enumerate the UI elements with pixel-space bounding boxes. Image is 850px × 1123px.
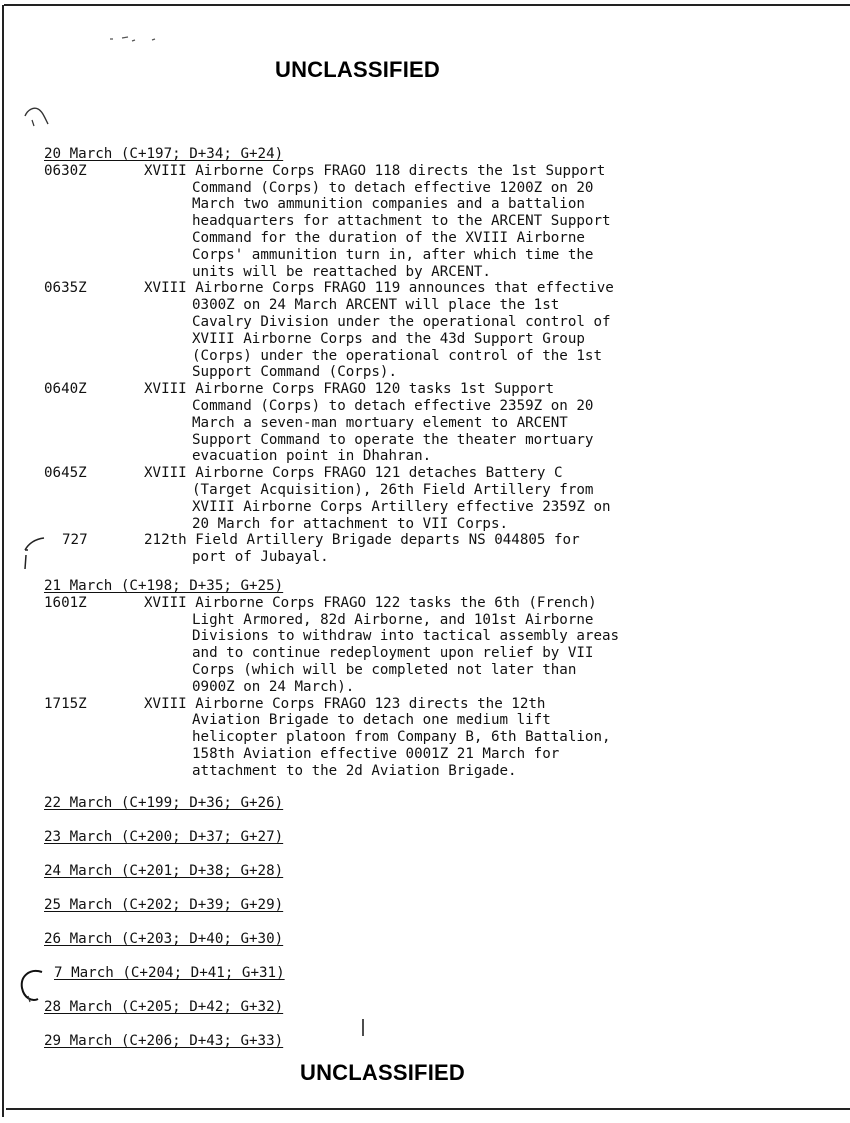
entry-line: Divisions to withdraw into tactical assembly areas xyxy=(192,628,620,645)
day-block-20-march xyxy=(44,146,834,566)
log-entry xyxy=(44,280,834,381)
empty-day-list xyxy=(44,795,834,1067)
entry-line: XVIII Airborne Corps FRAGO 123 directs the 12th xyxy=(144,695,546,712)
page-border-top xyxy=(4,4,850,6)
entry-line: March a seven-man mortuary element to ARCENT xyxy=(192,414,568,431)
entry-time: 0635Z xyxy=(44,280,87,297)
log-entry xyxy=(44,465,834,532)
entry-line: 20 March for attachment to VII Corps. xyxy=(192,515,509,532)
scan-speck-mark xyxy=(108,30,168,46)
log-entry xyxy=(44,381,834,465)
pen-scribble-mark xyxy=(22,100,52,136)
entry-line: (Corps) under the operational control of the 1st xyxy=(192,347,602,364)
entry-line: March two ammunition companies and a battalion xyxy=(192,196,585,213)
day-heading: 20 March (C+197; D+34; G+24) xyxy=(44,146,284,162)
day-heading: 29 March (C+206; D+43; G+33) xyxy=(44,1033,284,1050)
day-block-21-march xyxy=(44,578,834,780)
chronology-body xyxy=(44,146,834,1067)
entry-line: XVIII Airborne Corps FRAGO 118 directs the 1st Support xyxy=(144,162,606,179)
day-heading: 28 March (C+205; D+42; G+32) xyxy=(44,999,284,1016)
log-entry xyxy=(44,532,834,566)
day-heading: 22 March (C+199; D+36; G+26) xyxy=(44,795,284,812)
entry-line: XVIII Airborne Corps FRAGO 122 tasks the 6th (French) xyxy=(144,594,597,611)
entry-line: XVIII Airborne Corps FRAGO 120 tasks 1st Support xyxy=(144,381,554,398)
entry-text xyxy=(144,595,664,696)
classification-footer: UNCLASSIFIED xyxy=(300,1060,465,1085)
entry-line: evacuation point in Dhahran. xyxy=(192,448,432,465)
entry-time: 1715Z xyxy=(44,695,87,712)
entry-time: 0640Z xyxy=(44,381,87,398)
day-heading: 26 March (C+203; D+40; G+30) xyxy=(44,931,284,948)
entry-text xyxy=(144,381,664,465)
entry-line: Command (Corps) to detach effective 2359Z on 20 xyxy=(192,397,594,414)
log-entry xyxy=(44,696,834,780)
entry-line: Corps (which will be completed not later than xyxy=(192,661,577,678)
entry-line: Support Command to operate the theater mortuary xyxy=(192,431,594,448)
entry-line: headquarters for attachment to the ARCENT Support xyxy=(192,213,611,230)
day-heading: 7 March (C+204; D+41; G+31) xyxy=(54,965,285,982)
page-border-bottom xyxy=(6,1108,850,1110)
entry-line: 212th Field Artillery Brigade departs NS 044805 for xyxy=(144,532,580,549)
entry-time: 1601Z xyxy=(44,594,87,611)
entry-line: units will be reattached by ARCENT. xyxy=(192,263,491,280)
day-heading: 25 March (C+202; D+39; G+29) xyxy=(44,897,284,914)
day-heading: 23 March (C+200; D+37; G+27) xyxy=(44,829,284,846)
entry-line: Corps' ammunition turn in, after which time the xyxy=(192,246,594,263)
entry-line: Light Armored, 82d Airborne, and 101st Airborne xyxy=(192,611,594,628)
log-entry xyxy=(44,595,834,696)
entry-text xyxy=(144,163,664,281)
entry-line: 158th Aviation effective 0001Z 21 March for xyxy=(192,745,560,762)
entry-time: 0645Z xyxy=(44,465,87,482)
entry-line: XVIII Airborne Corps Artillery effective 2359Z on xyxy=(192,498,611,515)
entry-text xyxy=(144,465,664,532)
entry-line: (Target Acquisition), 26th Field Artillery from xyxy=(192,481,594,498)
entry-time: 727 xyxy=(62,532,88,549)
entry-line: helicopter platoon from Company B, 6th Battalion, xyxy=(192,729,611,746)
entry-line: 0300Z on 24 March ARCENT will place the 1st xyxy=(192,297,560,314)
entry-line: Command (Corps) to detach effective 1200Z on 20 xyxy=(192,179,594,196)
entry-line: Aviation Brigade to detach one medium lift xyxy=(192,712,551,729)
entry-text xyxy=(144,280,664,381)
log-entry xyxy=(44,163,834,281)
day-heading: 24 March (C+201; D+38; G+28) xyxy=(44,863,284,880)
entry-line: Cavalry Division under the operational control of xyxy=(192,313,611,330)
entry-line: port of Jubayal. xyxy=(192,549,329,566)
entry-line: and to continue redeployment upon relief by VII xyxy=(192,645,594,662)
entry-line: Support Command (Corps). xyxy=(192,364,397,381)
classification-header: UNCLASSIFIED xyxy=(275,57,440,82)
entry-line: Command for the duration of the XVIII Airborne xyxy=(192,229,585,246)
entry-line: XVIII Airborne Corps and the 43d Support Group xyxy=(192,330,585,347)
page-border-left xyxy=(2,5,4,1117)
entry-line: 0900Z on 24 March). xyxy=(192,678,355,695)
day-heading: 21 March (C+198; D+35; G+25) xyxy=(44,577,284,594)
entry-line: attachment to the 2d Aviation Brigade. xyxy=(192,762,517,779)
entry-text xyxy=(144,696,664,780)
entry-time: 0630Z xyxy=(44,162,87,179)
entry-line: XVIII Airborne Corps FRAGO 121 detaches Battery C xyxy=(144,465,563,482)
entry-line: XVIII Airborne Corps FRAGO 119 announces that effective xyxy=(144,280,614,297)
entry-text xyxy=(144,532,664,566)
